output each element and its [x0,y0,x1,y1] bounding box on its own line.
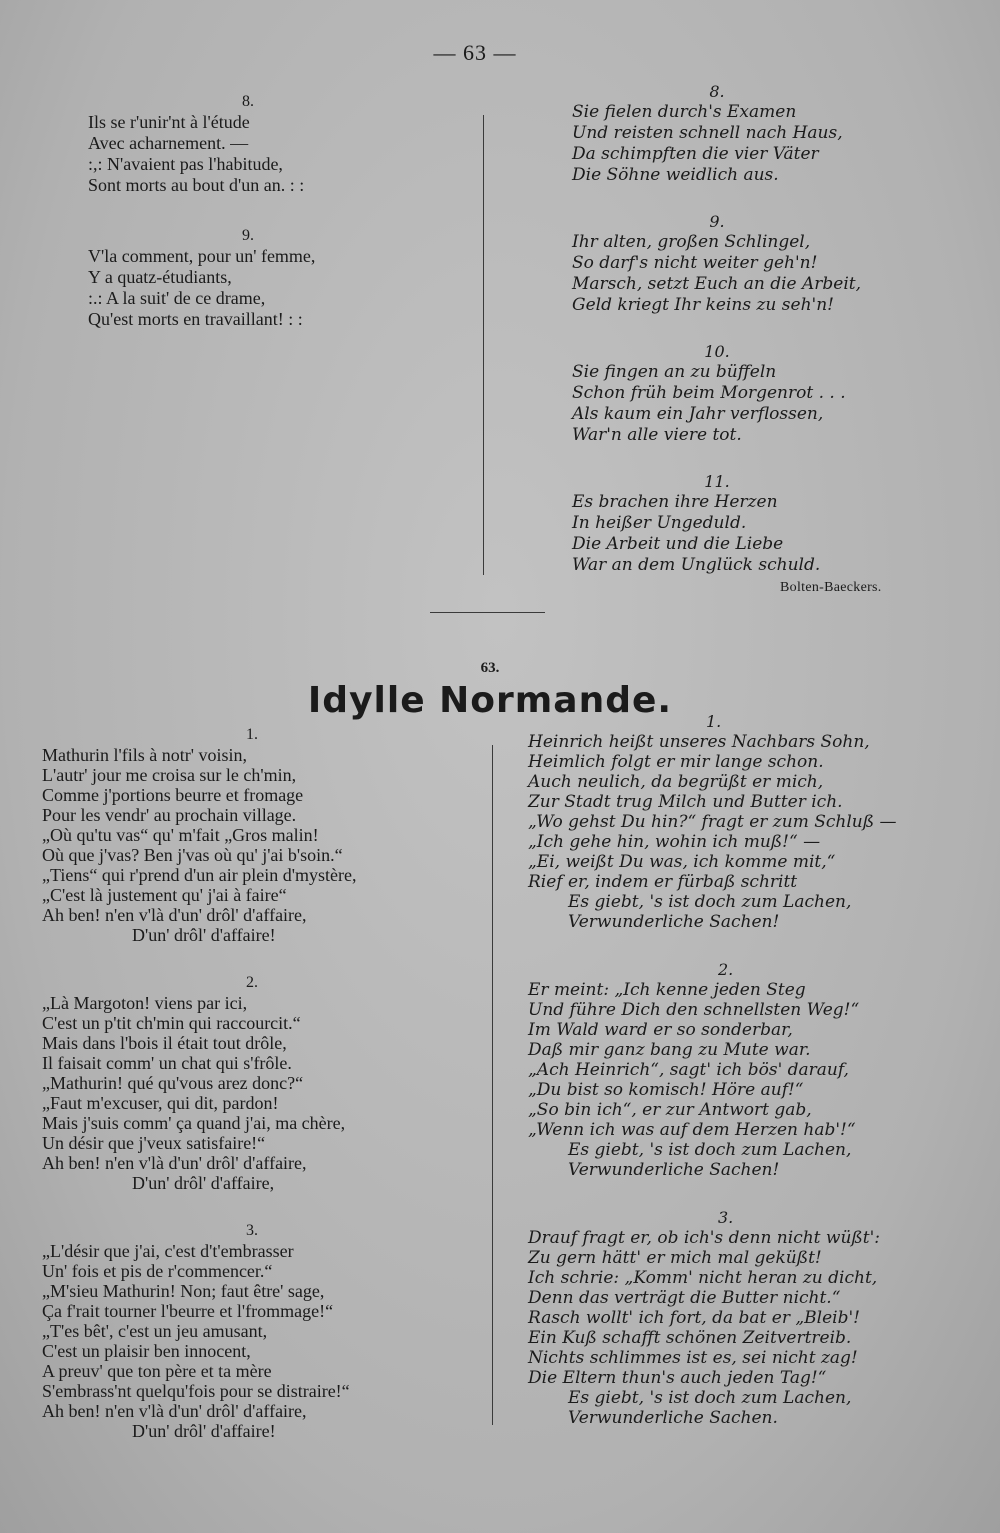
verse-line: Sie fielen durch's Examen [572,102,797,122]
verse-line: „Là Margoton! viens par ici, [42,993,248,1013]
stanza [572,342,862,446]
verse-line: Im Wald ward er so sonderbar, [528,1020,793,1040]
verse-line: Ça f'rait tourner l'beurre et l'frommage!“ [42,1301,334,1321]
verse-line: Es giebt, 's ist doch zum Lachen, [568,1140,852,1160]
verse-line: Verwunderliche Sachen. [568,1408,778,1428]
stanza-number: 8. [242,93,254,110]
verse-line: Es brachen ihre Herzen [572,492,778,512]
verse-line: Geld kriegt Ihr keins zu seh'n! [572,295,834,315]
song-title: Idylle Normande. [307,680,673,721]
verse-line: Ihr alten, großen Schlingel, [572,232,811,252]
verse-line: „Où qu'tu vas“ qu' m'fait „Gros malin! [42,825,319,845]
verse-line: Y a quatz-étudiants, [88,267,232,287]
verse-line: Où que j'vas? Ben j'vas où qu' j'ai b'soin.“ [42,845,343,865]
verse-line: Da schimpften die vier Väter [572,144,819,164]
verse-line: Die Eltern thun's auch jeden Tag!“ [528,1368,827,1388]
verse-line: Rasch wollt' ich fort, da bat er „Bleib'! [528,1308,860,1328]
verse-line: In heißer Ungeduld. [572,513,747,533]
verse-line: Il faisait comm' un chat qui s'frôle. [42,1053,292,1073]
verse-line: :,: N'avaient pas l'habitude, [88,154,283,174]
stanza [528,1208,928,1428]
stanza [42,725,462,945]
verse-line: Ah ben! n'en v'là d'un' drôl' d'affaire, [42,1153,307,1173]
verse-line: „Wo gehst Du hin?“ fragt er zum Schluß — [528,812,897,832]
verse-line: A preuv' que ton père et ta mère [42,1361,272,1381]
verse-line: Ich schrie: „Komm' nicht heran zu dicht, [528,1268,878,1288]
stanza [88,226,408,330]
verse-line: Mais j'suis comm' ça quand j'ai, ma chère, [42,1113,346,1133]
bottom-right-column [528,712,928,1428]
verse-line: :.: A la suit' de ce drame, [88,288,266,308]
verse-line: Es giebt, 's ist doch zum Lachen, [568,892,852,912]
column-divider-bottom [492,745,493,1425]
stanza-number: 1. [706,712,722,731]
verse-line: Auch neulich, da begrüßt er mich, [528,772,824,792]
verse-line: Die Arbeit und die Liebe [572,534,784,554]
verse-line: „C'est là justement qu' j'ai à faire“ [42,885,287,905]
verse-line: Die Söhne weidlich aus. [572,165,779,185]
verse-line: „T'es bêt', c'est un jeu amusant, [42,1321,268,1341]
verse-line: „Ei, weißt Du was, ich komme mit,“ [528,852,836,872]
verse-line: Und führe Dich den schnellsten Weg!“ [528,1000,860,1020]
verse-line: Er meint: „Ich kenne jeden Steg [528,980,806,1000]
verse-line: „Du bist so komisch! Höre auf!“ [528,1080,804,1100]
verse-line: War an dem Unglück schuld. [572,555,821,575]
song-number: 63. [480,660,500,676]
verse-line: Comme j'portions beurre et fromage [42,785,304,805]
stanza-number: 1. [246,726,258,743]
verse-line: Verwunderliche Sachen! [568,912,780,932]
verse-line: S'embrass'nt quelqu'fois pour se distraire!“ [42,1381,350,1401]
verse-line: Marsch, setzt Euch an die Arbeit, [572,274,861,294]
top-right-column [572,82,862,576]
verse-line: C'est un p'tit ch'min qui raccourcit.“ [42,1013,301,1033]
verse-line: „So bin ich“, er zur Antwort gab, [528,1100,812,1120]
verse-line: Ein Kuß schafft schönen Zeitvertreib. [528,1328,852,1348]
column-divider-top [483,115,484,575]
verse-line: V'la comment, pour un' femme, [88,246,316,266]
stanza-number: 11. [704,472,730,491]
stanza [572,472,862,576]
verse-line: „L'désir que j'ai, c'est d't'embrasser [42,1241,294,1261]
verse-line: War'n alle viere tot. [572,425,742,445]
verse-line: Heinrich heißt unseres Nachbars Sohn, [528,732,870,752]
page-number: — 63 — [433,40,517,65]
top-left-column [88,92,408,330]
stanza [42,973,462,1193]
verse-line: Mathurin l'fils à notr' voisin, [42,745,247,765]
stanza-number: 10. [704,342,730,361]
verse-line: Und reisten schnell nach Haus, [572,123,843,143]
stanza [572,82,862,186]
verse-line: Heimlich folgt er mir lange schon. [528,752,824,772]
stanza [572,212,862,316]
verse-line: „Mathurin! qué qu'vous arez donc?“ [42,1073,304,1093]
verse-line: Mais dans l'bois il était tout drôle, [42,1033,287,1053]
verse-line: So darf's nicht weiter geh'n! [572,253,818,273]
verse-line: Verwunderliche Sachen! [568,1160,780,1180]
verse-line: Schon früh beim Morgenrot . . . [572,383,846,403]
stanza-number: 2. [718,960,734,979]
verse-line: Qu'est morts en travaillant! : : [88,309,303,329]
stanza-number: 3. [718,1208,734,1227]
bottom-left-column [42,725,462,1441]
stanza [88,92,408,196]
verse-line: Daß mir ganz bang zu Mute war. [528,1040,811,1060]
verse-line: Als kaum ein Jahr verflossen, [572,404,824,424]
verse-line: L'autr' jour me croisa sur le ch'min, [42,765,297,785]
verse-line: „Faut m'excuser, qui dit, pardon! [42,1093,279,1113]
stanza [42,1221,462,1441]
verse-line: Avec acharnement. — [88,133,249,153]
stanza-number: 9. [242,227,254,244]
verse-line: Sie fingen an zu büffeln [572,362,777,382]
verse-line: „M'sieu Mathurin! Non; faut être' sage, [42,1281,325,1301]
verse-line: „Ich gehe hin, wohin ich muß!“ — [528,832,821,852]
stanza-number: 2. [246,974,258,991]
verse-line: Ah ben! n'en v'là d'un' drôl' d'affaire, [42,905,307,925]
verse-line: D'un' drôl' d'affaire! [132,1421,276,1441]
verse-line: Es giebt, 's ist doch zum Lachen, [568,1388,852,1408]
stanza [528,712,928,932]
verse-line: Un' fois et pis de r'commencer.“ [42,1261,273,1281]
stanza-number: 8. [709,82,725,101]
verse-line: Ah ben! n'en v'là d'un' drôl' d'affaire, [42,1401,307,1421]
verse-line: C'est un plaisir ben innocent, [42,1341,251,1361]
stanza [528,960,928,1180]
verse-line: Rief er, indem er fürbaß schritt [528,872,798,892]
stanza-number: 3. [246,1222,258,1239]
verse-line: Denn das verträgt die Butter nicht.“ [528,1288,841,1308]
verse-line: „Wenn ich was auf dem Herzen hab'!“ [528,1120,856,1140]
verse-line: Un désir que j'veux satisfaire!“ [42,1133,266,1153]
verse-line: Sont morts au bout d'un an. : : [88,175,305,195]
section-divider [430,612,545,613]
verse-line: D'un' drôl' d'affaire! [132,925,276,945]
verse-line: Zur Stadt trug Milch und Butter ich. [528,792,843,812]
verse-line: Nichts schlimmes ist es, sei nicht zag! [528,1348,858,1368]
verse-line: Zu gern hätt' er mich mal geküßt! [528,1248,822,1268]
verse-line: Pour les vendr' au prochain village. [42,805,297,825]
verse-line: Ils se r'unir'nt à l'étude [88,112,250,132]
verse-line: „Ach Heinrich“, sagt' ich bös' darauf, [528,1060,849,1080]
verse-line: „Tiens“ qui r'prend d'un air plein d'mystère, [42,865,357,885]
verse-line: D'un' drôl' d'affaire, [132,1173,275,1193]
stanza-number: 9. [709,212,725,231]
verse-line: Drauf fragt er, ob ich's denn nicht wüßt': [528,1228,880,1248]
author-credit: Bolten-Baeckers. [780,580,882,595]
